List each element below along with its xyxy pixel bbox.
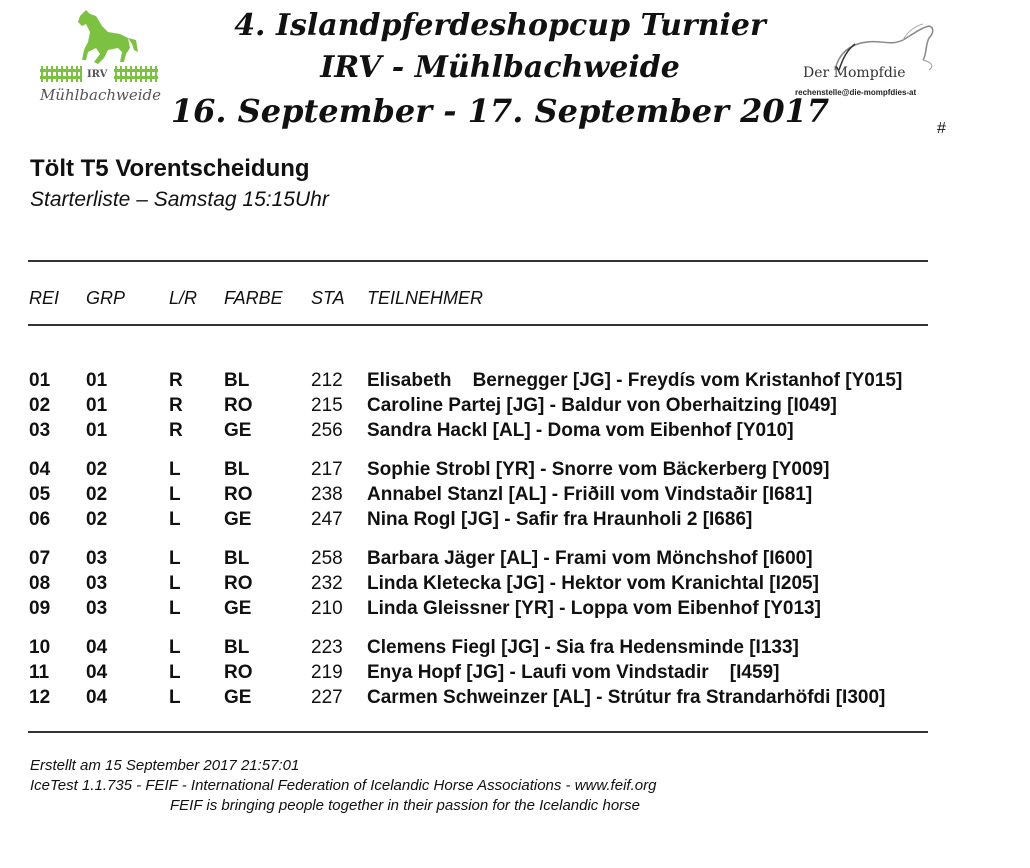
cell-lr: L xyxy=(169,598,181,619)
cell-rei: 02 xyxy=(29,395,51,416)
logo-name: Mühlbachweide xyxy=(39,86,162,104)
cell-rei: 05 xyxy=(29,484,51,505)
cell-teilnehmer: Sophie Strobl [YR] - Snorre vom Bäckerberg [Y009] xyxy=(367,459,830,480)
cell-sta: 258 xyxy=(311,548,343,569)
cell-rei: 09 xyxy=(29,598,51,619)
cell-rei: 01 xyxy=(29,370,51,391)
cell-rei: 03 xyxy=(29,420,51,441)
cell-farbe: GE xyxy=(224,509,252,530)
start-list-subtitle: Starterliste – Samstag 15:15Uhr xyxy=(30,188,329,211)
event-venue: IRV - Mühlbachweide xyxy=(320,50,680,85)
cell-sta: 223 xyxy=(311,637,343,658)
cell-grp: 01 xyxy=(86,395,108,416)
column-header-sta: STA xyxy=(311,288,345,308)
cell-lr: L xyxy=(169,687,181,708)
column-header-rei: REI xyxy=(29,288,60,308)
cell-lr: L xyxy=(169,459,181,480)
cell-sta: 219 xyxy=(311,662,343,683)
cell-teilnehmer: Linda Gleissner [YR] - Loppa vom Eibenhof [Y013] xyxy=(367,598,821,619)
cell-sta: 217 xyxy=(311,459,343,480)
cell-sta: 227 xyxy=(311,687,343,708)
horse-icon xyxy=(38,8,163,70)
logo-brand: Der Mompfdie xyxy=(803,65,906,81)
cell-rei: 11 xyxy=(29,662,50,683)
cell-sta: 212 xyxy=(311,370,343,391)
cell-lr: R xyxy=(169,395,183,416)
cell-sta: 247 xyxy=(311,509,343,530)
created-timestamp: Erstellt am 15 September 2017 21:57:01 xyxy=(30,757,300,774)
cell-farbe: BL xyxy=(224,370,250,391)
cell-farbe: RO xyxy=(224,662,253,683)
cell-farbe: BL xyxy=(224,548,250,569)
cell-rei: 10 xyxy=(29,637,51,658)
divider xyxy=(28,731,928,733)
cell-sta: 232 xyxy=(311,573,343,594)
cell-farbe: BL xyxy=(224,637,250,658)
event-title: 4. Islandpferdeshopcup Turnier xyxy=(234,8,766,43)
cell-sta: 256 xyxy=(311,420,343,441)
mompfdie-logo xyxy=(795,22,955,102)
logo-badge: IRV xyxy=(87,69,108,80)
divider xyxy=(28,324,928,326)
cell-rei: 08 xyxy=(29,573,51,594)
cell-farbe: GE xyxy=(224,598,252,619)
cell-lr: L xyxy=(169,573,181,594)
muehlbachweide-logo xyxy=(38,8,163,108)
feif-motto: FEIF is bringing people together in their passion for the Icelandic horse xyxy=(170,797,640,814)
cell-sta: 210 xyxy=(311,598,343,619)
cell-grp: 01 xyxy=(86,370,108,391)
cell-rei: 06 xyxy=(29,509,51,530)
cell-teilnehmer: Linda Kletecka [JG] - Hektor vom Kranichtal [I205] xyxy=(367,573,819,594)
cell-teilnehmer: Clemens Fiegl [JG] - Sia fra Hedensminde [I133] xyxy=(367,637,799,658)
software-credit: IceTest 1.1.735 - FEIF - International Federation of Icelandic Horse Associations - www.feif.org xyxy=(30,777,657,794)
cell-farbe: RO xyxy=(224,573,253,594)
cell-sta: 238 xyxy=(311,484,343,505)
cell-lr: L xyxy=(169,548,181,569)
cell-lr: L xyxy=(169,637,181,658)
cell-lr: R xyxy=(169,370,183,391)
cell-teilnehmer: Annabel Stanzl [AL] - Friðill vom Vindstaðir [I681] xyxy=(367,484,813,505)
divider xyxy=(28,260,928,262)
cell-grp: 04 xyxy=(86,662,108,683)
cell-grp: 03 xyxy=(86,548,108,569)
cell-teilnehmer: Sandra Hackl [AL] - Doma vom Eibenhof [Y010] xyxy=(367,420,794,441)
cell-grp: 03 xyxy=(86,573,108,594)
cell-sta: 215 xyxy=(311,395,343,416)
competition-title: Tölt T5 Vorentscheidung xyxy=(30,155,310,182)
column-header-farbe: FARBE xyxy=(224,288,283,308)
column-header-lr: L/R xyxy=(169,288,198,308)
cell-grp: 04 xyxy=(86,687,108,708)
cell-teilnehmer: Barbara Jäger [AL] - Frami vom Mönchshof [I600] xyxy=(367,548,813,569)
cell-teilnehmer: Caroline Partej [JG] - Baldur von Oberhaitzing [I049] xyxy=(367,395,837,416)
cell-teilnehmer: Nina Rogl [JG] - Safir fra Hraunholi 2 [I686] xyxy=(367,509,753,530)
cell-rei: 07 xyxy=(29,548,51,569)
column-header-grp: GRP xyxy=(86,288,126,308)
cell-rei: 12 xyxy=(29,687,51,708)
column-header-teilnehmer: TEILNEHMER xyxy=(367,288,484,308)
cell-grp: 02 xyxy=(86,484,108,505)
cell-teilnehmer: Elisabeth Bernegger [JG] - Freydís vom Kristanhof [Y015] xyxy=(367,370,903,391)
cell-farbe: RO xyxy=(224,395,253,416)
cell-lr: L xyxy=(169,509,181,530)
event-dates: 16. September - 17. September 2017 xyxy=(170,92,830,130)
cell-rei: 04 xyxy=(29,459,51,480)
cell-grp: 02 xyxy=(86,509,108,530)
cell-lr: R xyxy=(169,420,183,441)
cell-farbe: GE xyxy=(224,420,252,441)
cell-farbe: RO xyxy=(224,484,253,505)
cell-grp: 01 xyxy=(86,420,108,441)
cell-lr: L xyxy=(169,662,181,683)
cell-farbe: BL xyxy=(224,459,250,480)
cell-teilnehmer: Carmen Schweinzer [AL] - Strútur fra Strandarhöfdi [I300] xyxy=(367,687,886,708)
cell-lr: L xyxy=(169,484,181,505)
cell-grp: 02 xyxy=(86,459,108,480)
cell-grp: 03 xyxy=(86,598,108,619)
cell-teilnehmer: Enya Hopf [JG] - Laufi vom Vindstadir [I459] xyxy=(367,662,780,683)
hash-mark: # xyxy=(937,120,946,137)
cell-farbe: GE xyxy=(224,687,252,708)
logo-email: rechenstelle@die-mompfdies-at xyxy=(795,88,917,97)
cell-grp: 04 xyxy=(86,637,108,658)
